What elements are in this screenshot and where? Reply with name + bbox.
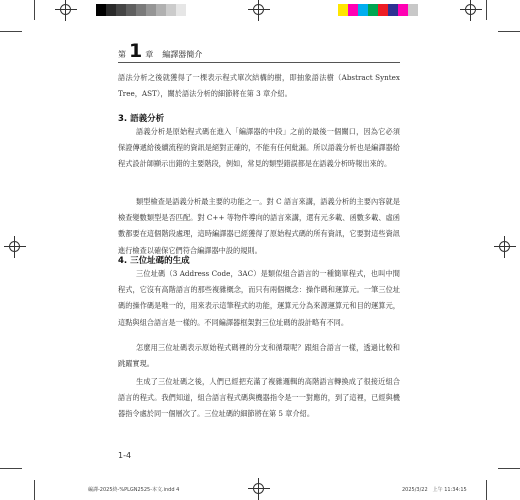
section-heading-semantic-analysis: 3. 語義分析 — [118, 114, 165, 124]
header-rule — [118, 62, 400, 63]
trim-mark — [486, 480, 487, 500]
paragraph: 類型檢查是語義分析最主要的功能之一。對 C 語言來講，語義分析的主要內容就是檢查變數類型是否匹配。對 C++ 等物件導向的語言來講，還有元多載、函數多載、虛函數都要在這個階段處理，這時編譯器已經獲得了原始程式碼的所有資訊，它要對這些資訊進行檢查以確保它們符合編譯器中設的規則。 — [118, 197, 400, 255]
color-swatch — [116, 4, 126, 16]
chapter-number: 1 — [129, 40, 143, 62]
color-swatch — [166, 4, 176, 16]
color-swatch — [408, 4, 418, 16]
registration-mark-top-left — [55, 0, 77, 21]
trim-mark — [498, 31, 520, 32]
trim-mark — [34, 480, 35, 500]
paragraph: 生成了三位址碼之後，人們已經把充滿了複雜邏輯的高階語言轉換成了很接近組合語言的程式。我們知道，組合語言程式碼與機器指令是一一對應的，到了這裡，已經與機器指令處於同一個層次了。三位址碼的細節將在第 5 章介紹。 — [118, 377, 400, 419]
color-swatch — [348, 4, 358, 16]
trim-mark — [498, 468, 520, 469]
color-swatch — [136, 4, 146, 16]
slug-date: 2025/3/22 上午 11:34:15 — [402, 487, 467, 493]
registration-mark-right — [494, 236, 516, 258]
trim-mark — [0, 468, 22, 469]
color-swatch — [156, 4, 166, 16]
trim-mark — [0, 31, 22, 32]
color-swatch — [388, 4, 398, 16]
color-swatch — [378, 4, 388, 16]
registration-mark-top-right — [460, 0, 482, 21]
registration-mark-left — [4, 236, 26, 258]
cmyk-color-bar — [338, 4, 418, 16]
section-heading-3ac-generation: 4. 三位址碼的生成 — [118, 256, 190, 266]
paragraph: 怎麼用三位址碼表示原始程式碼裡的分支和循環呢？跟組合語言一樣，透過比較和跳躍實現。 — [118, 343, 400, 369]
color-swatch — [146, 4, 156, 16]
registration-mark-top-center — [248, 0, 270, 21]
color-swatch — [106, 4, 116, 16]
chapter-title: 編譯器簡介 — [162, 50, 203, 59]
trim-mark — [34, 0, 35, 20]
color-swatch — [96, 4, 106, 16]
color-swatch — [368, 4, 378, 16]
trim-mark — [486, 0, 487, 20]
color-swatch — [338, 4, 348, 16]
intro-paragraph: 語法分析之後就獲得了一棵表示程式單次結構的樹，即抽象語法樹（Abstract Syntex Tree，AST），關於語法分析的細節將在第 3 章介紹。 — [118, 73, 400, 99]
grayscale-color-bar — [96, 4, 186, 16]
registration-mark-bottom-center — [248, 478, 270, 500]
paragraph: 語義分析是原始程式碼在進入「編譯器的中段」之前的最後一個關口，因為它必須保證傳遞給後續流程的資訊是絕對正確的，不能有任何紕漏。所以語義分析也是編譯器給程式設計師顯示出錯的主要階段，例如，常見的類型錯誤都是在語義分析時報出來的。 — [118, 127, 400, 169]
running-header — [118, 42, 202, 61]
color-swatch — [398, 4, 408, 16]
chapter-prefix: 第 — [118, 50, 126, 59]
color-swatch — [176, 4, 186, 16]
chapter-suffix: 章 — [145, 50, 154, 59]
color-swatch — [358, 4, 368, 16]
color-swatch — [126, 4, 136, 16]
paragraph: 三位址碼（3 Address Code，3AC）是類似組合語言的一種簡單程式，也叫中間程式，它沒有高階語言的那些複雜概念，而只有兩個概念：操作碼和運算元。一筆三位址碼的操作碼是唯一的，用來表示這筆程式的功能，運算元分為來源運算元和目的運算元，這點與組合語言是一樣的。不同編譯器框架對三位址碼的設計略有不同。 — [118, 269, 400, 327]
page-number: 1-4 — [118, 451, 132, 460]
slug-file-name: 編譯-2025終-%PLGN2525-本文.indd 4 — [88, 487, 180, 493]
